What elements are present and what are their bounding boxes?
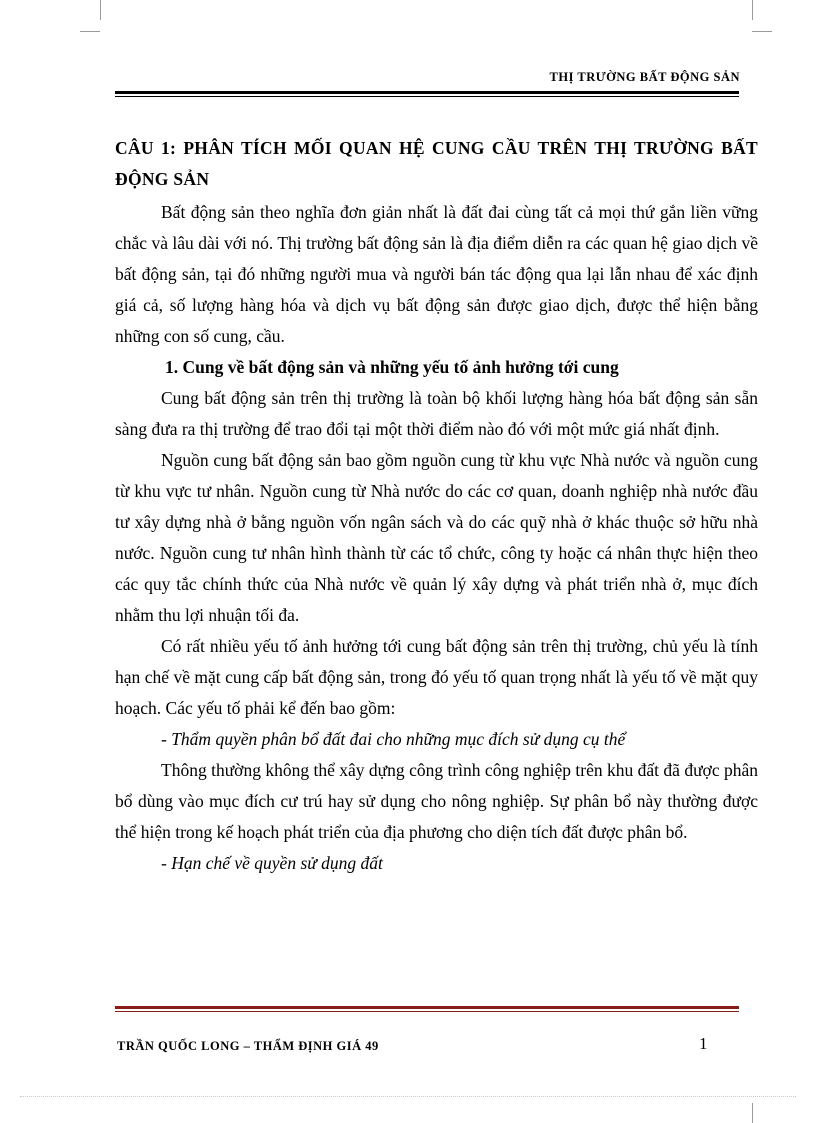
header-rule-thin	[115, 96, 739, 97]
header-rule-thick	[115, 91, 739, 94]
intro-paragraph: Bất động sản theo nghĩa đơn giản nhất là đất đai cùng tất cả mọi thứ gắn liền vững chắc và lâu dài với nó. Thị trường bất động sản là địa điểm diễn ra các quan hệ giao dịch về bất động sản, tại đó những người mua và người bán tác động qua lại lẫn nhau để xác định giá cả, số lượng hàng hóa và dịch vụ bất động sản được giao dịch, được thể hiện bằng những con số cung, cầu.	[115, 202, 758, 346]
page-bottom-dotted-line	[20, 1096, 796, 1097]
section-heading: 1. Cung về bất động sản và những yếu tố ảnh hưởng tới cung	[165, 357, 619, 377]
footer-rule-thick	[115, 1006, 739, 1009]
bullet-item: - Hạn chế về quyền sử dụng đất	[161, 853, 383, 873]
bullet-item: - Thẩm quyền phân bổ đất đai cho những mục đích sử dụng cụ thể	[161, 729, 626, 749]
footer-author: TRẦN QUỐC LONG – THẨM ĐỊNH GIÁ 49	[117, 1039, 379, 1053]
page-number: 1	[699, 1034, 708, 1053]
question-title: CÂU 1: PHÂN TÍCH MỐI QUAN HỆ CUNG CẦU TRÊN THỊ TRƯỜNG BẤT ĐỘNG SẢN	[115, 138, 758, 189]
paragraph: Thông thường không thể xây dựng công trình công nghiệp trên khu đất đã được phân bổ dùng vào mục đích cư trú hay sử dụng cho nông nghiệp. Sự phân bổ này thường được thể hiện trong kế hoạch phát triển của địa phương cho diện tích đất được phân bổ.	[115, 760, 758, 842]
footer-rule-thin	[115, 1011, 739, 1012]
paragraph: Nguồn cung bất động sản bao gồm nguồn cung từ khu vực Nhà nước và nguồn cung từ khu vực tư nhân. Nguồn cung từ Nhà nước do các cơ quan, doanh nghiệp nhà nước đầu tư xây dựng nhà ở bằng nguồn vốn ngân sách và do các quỹ nhà ở khác thuộc sở hữu nhà nước. Nguồn cung tư nhân hình thành từ các tổ chức, công ty hoặc cá nhân thực hiện theo các quy tắc chính thức của Nhà nước về quản lý xây dựng và phát triển nhà ở, mục đích nhằm thu lợi nhuận tối đa.	[115, 450, 758, 625]
crop-mark	[752, 1103, 753, 1123]
running-header: THỊ TRƯỜNG BẤT ĐỘNG SẢN	[549, 70, 740, 84]
crop-mark	[752, 0, 753, 20]
crop-mark	[752, 31, 772, 32]
crop-mark	[100, 0, 101, 20]
crop-mark	[80, 31, 100, 32]
paragraph: Cung bất động sản trên thị trường là toàn bộ khối lượng hàng hóa bất động sản sẵn sàng đưa ra thị trường để trao đổi tại một thời điểm nào đó với một mức giá nhất định.	[115, 388, 758, 439]
document-body	[115, 197, 758, 879]
paragraph: Có rất nhiều yếu tố ảnh hưởng tới cung bất động sản trên thị trường, chủ yếu là tính hạn chế về mặt cung cấp bất động sản, trong đó yếu tố quan trọng nhất là yếu tố về mặt quy hoạch. Các yếu tố phải kể đến bao gồm:	[115, 636, 758, 718]
